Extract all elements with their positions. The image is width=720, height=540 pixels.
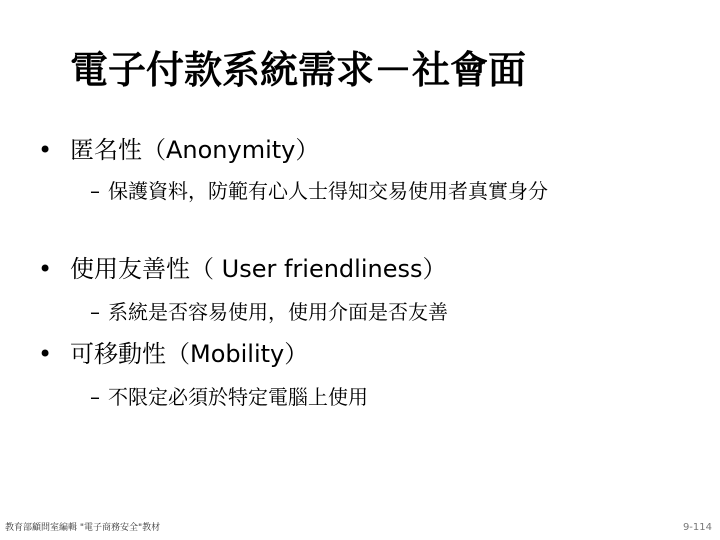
dash-icon: – xyxy=(90,300,100,324)
sub-bullet-user-friendliness xyxy=(90,297,650,327)
footer-source: 教育部顧問室編輯 "電子商務安全"教材 xyxy=(5,523,161,533)
dash-icon: – xyxy=(90,385,100,409)
sub-bullet-text: 系統是否容易使用，使用介面是否友善 xyxy=(108,300,448,324)
dash-icon: – xyxy=(90,179,100,203)
sub-bullet-mobility xyxy=(90,382,650,412)
bullet-dot-icon: • xyxy=(38,340,53,368)
sub-bullet-anonymity xyxy=(90,176,650,206)
bullet-text: 可移動性（Mobility） xyxy=(70,340,309,368)
slide-title: 電子付款系統需求－社會面 xyxy=(70,48,527,92)
bullet-text: 匿名性（Anonymity） xyxy=(70,136,320,164)
bullet-text: 使用友善性（ User friendliness） xyxy=(70,255,447,283)
sub-bullet-text: 保護資料，防範有心人士得知交易使用者真實身分 xyxy=(108,179,548,203)
bullet-user-friendliness xyxy=(38,257,446,281)
page-number: 9-114 xyxy=(682,522,712,533)
bullet-dot-icon: • xyxy=(38,255,53,283)
sub-bullet-text: 不限定必須於特定電腦上使用 xyxy=(108,385,368,409)
bullet-mobility xyxy=(38,342,308,366)
bullet-anonymity xyxy=(38,138,319,162)
bullet-dot-icon: • xyxy=(38,136,53,164)
